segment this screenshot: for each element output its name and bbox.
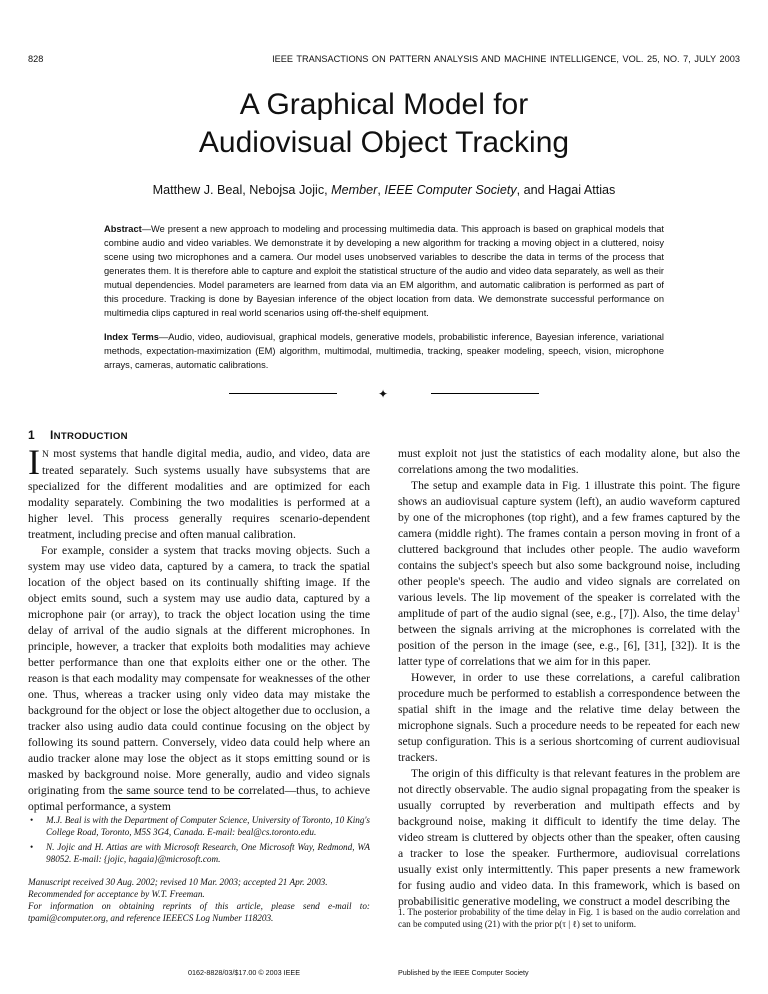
paragraph-text: The setup and example data in Fig. 1 illustrate this point. The figure shows an audiovisual capture system (left), an audio waveform captured by one of the microphones (top right), and a few frames captured by the camera (middle right). The frames contain a person moving in front of a cluttered background that includes other people. The audio waveform contains the subject's speech but also some background noise, including other people's speech. The audio and video signals are correlated on various levels. The lip movement of the speaker is correlated with the amplitude of part of the audio signal (see, e.g., [7]). Also, the time delay	[398, 479, 740, 620]
paragraph: For example, consider a system that tracks moving objects. Such a system may use video data, captured by a camera, to track the spatial location of the object based on its continually shifting image. If the object emits sound, such a system may use audio data, captured by a microphone pair (or array), to track the object location using the time delay of arrival of the audio signals at the different microphones. In principle, however, a tracker that exploits both modalities may achieve better performance than one that exploits either one or the other. The reason is that each modality may compensate for weaknesses of the other one. Thus, whereas a tracker using only video data may mistake the background for the object or lose the object altogether due to occlusion, a tracker also using audio data could continue focusing on the object by following its sound pattern. Conversely, video data could help where an audio tracker alone may lose the object as it stops emitting sound or is masked by background noise. More generally, audio and video signals originating from the same source tend to be correlated—thus, to achieve optimal performance, a system	[28, 544, 370, 813]
index-terms-text: —Audio, video, audiovisual, graphical models, generative models, probabilistic inference, Bayesian inference, variational methods, expectation-maximization (EM) algorithm, multimodal, multimedia, tracking, speaker modeling, speech, vision, microphone arrays, cameras, automatic calibrations.	[104, 332, 664, 370]
small-caps-start: N	[42, 450, 50, 460]
affiliation-item	[28, 841, 370, 865]
issn-copyright: 0162-8828/03/$17.00 © 2003 IEEE	[188, 968, 300, 977]
authors-separator: ,	[377, 183, 385, 197]
journal-header: IEEE TRANSACTIONS ON PATTERN ANALYSIS AND MACHINE INTELLIGENCE, VOL. 25, NO. 7, JULY 2003	[272, 54, 740, 64]
manuscript-info	[28, 876, 370, 924]
paragraph: must exploit not just the statistics of each modality alone, but also the correlations among the two modalities.	[398, 447, 740, 476]
member-label: Member	[331, 183, 378, 197]
authors-part-2: , and Hagai Attias	[516, 183, 616, 197]
bullet-icon: •	[30, 842, 34, 852]
affiliations	[28, 814, 370, 868]
paragraph: The origin of this difficulty is that relevant features in the problem are not directly observable. The audio signal propagating from the speaker is usually corrupted by reverberation and multipath effects and by background noise, making it difficult to identify the time delay. The video stream is cluttered by objects other than the speaker, often causing a tracker to lose the speaker. Furthermore, audiovisual correlations usually exist only intermittently. This paper presents a new framework for fusing audio and video data. In this framework, which is based on probabilisitic generative modeling, we construct a model describing the	[398, 767, 740, 908]
index-terms-label: Index Terms	[104, 332, 159, 342]
divider-line-right	[431, 393, 539, 394]
page-number: 828	[28, 54, 44, 64]
title-line-2: Audiovisual Object Tracking	[198, 126, 570, 159]
left-column	[28, 442, 370, 815]
footnote: 1. The posterior probability of the time delay in Fig. 1 is based on the audio correlation and can be computed using (21) with the prior p(τ | ℓ) set to uniform.	[398, 907, 740, 929]
society-label: IEEE Computer Society	[384, 183, 517, 197]
recommended-by: Recommended for acceptance by W.T. Freeman.	[28, 889, 205, 899]
author-list	[0, 183, 768, 197]
reprints-info: For information on obtaining reprints of this article, please send e-mail to: tpami@computer.org, and reference IEEECS Log Number 118203.	[28, 901, 370, 923]
running-header	[28, 54, 740, 68]
index-terms	[104, 330, 664, 372]
affiliation-text: M.J. Beal is with the Department of Computer Science, University of Toronto, 10 King's College Road, Toronto, M5S 3G4, Canada. E-mail: beal@cs.toronto.edu.	[46, 815, 370, 837]
paragraph-text: most systems that handle digital media, audio, and video, data are treated separately. Such systems usually have subsystems that are specialized for the different modalities and are optimized for each modality separately. Combining the two modalities is performed at a higher level. This process generally requires scenario-dependent treatment, including precise and often manual calibration.	[28, 447, 370, 541]
section-title-initial: I	[50, 428, 54, 442]
section-title-rest: NTRODUCTION	[53, 431, 128, 442]
manuscript-dates: Manuscript received 30 Aug. 2002; revised 10 Mar. 2003; accepted 21 Apr. 2003.	[28, 877, 328, 887]
section-divider	[0, 388, 768, 400]
paragraph: However, in order to use these correlations, a careful calibration procedure much be performed to establish a correspondence between the spatial shift in the image and the relative time delay between the microphone signals. Such a procedure needs to be repeated for each new setup configuration. This is a serious shortcoming of current audiovisual trackers.	[398, 671, 740, 764]
paragraph	[28, 442, 370, 543]
bullet-icon: •	[30, 815, 34, 825]
divider-line-left	[229, 393, 337, 394]
footnote-rule	[114, 798, 250, 799]
affiliation-item	[28, 814, 370, 838]
abstract	[104, 222, 664, 320]
abstract-text: —We present a new approach to modeling and processing multimedia data. This approach is based on graphical models that combine audio and video variables. We demonstrate it by developing a new algorithm for tracking a moving object in a cluttered, noisy scene using two microphones and a camera. Our model uses unobserved variables to describe the data in terms of the process that generates them. It is therefore able to capture and exploit the statistical structure of the audio and video data separately, as well as their mutual dependencies. Model parameters are learned from data via an EM algorithm, and automatic calibration is performed as part of this procedure. Tracking is done by Bayesian inference of the object location from data. We demonstrate successful performance on multimedia clips captured in real world scenarios using off-the-shelf equipment.	[104, 224, 664, 318]
authors-part-1: Matthew J. Beal, Nebojsa Jojic,	[152, 183, 332, 197]
right-column	[398, 446, 740, 910]
paragraph	[398, 478, 740, 670]
section-number: 1	[28, 428, 35, 442]
footnote-marker: 1	[736, 606, 740, 615]
affiliation-text: N. Jojic and H. Attias are with Microsoft Research, One Microsoft Way, Redmond, WA 98052. E-mail: {jojic, hagaia}@microsoft.com.	[46, 842, 370, 864]
paragraph-text: between the signals arriving at the microphones is correlated with the position of the person in the image (see, e.g., [6], [31], [32]). It is the latter type of correlations that we aim for in this paper.	[398, 623, 740, 668]
abstract-label: Abstract	[104, 224, 142, 234]
divider-diamond-icon: ✦	[378, 387, 389, 401]
title-line-1: A Graphical Model for	[239, 88, 529, 121]
paper-title	[0, 86, 768, 162]
section-heading	[28, 428, 128, 442]
publisher-line: Published by the IEEE Computer Society	[398, 968, 529, 977]
drop-cap: I	[28, 442, 40, 482]
